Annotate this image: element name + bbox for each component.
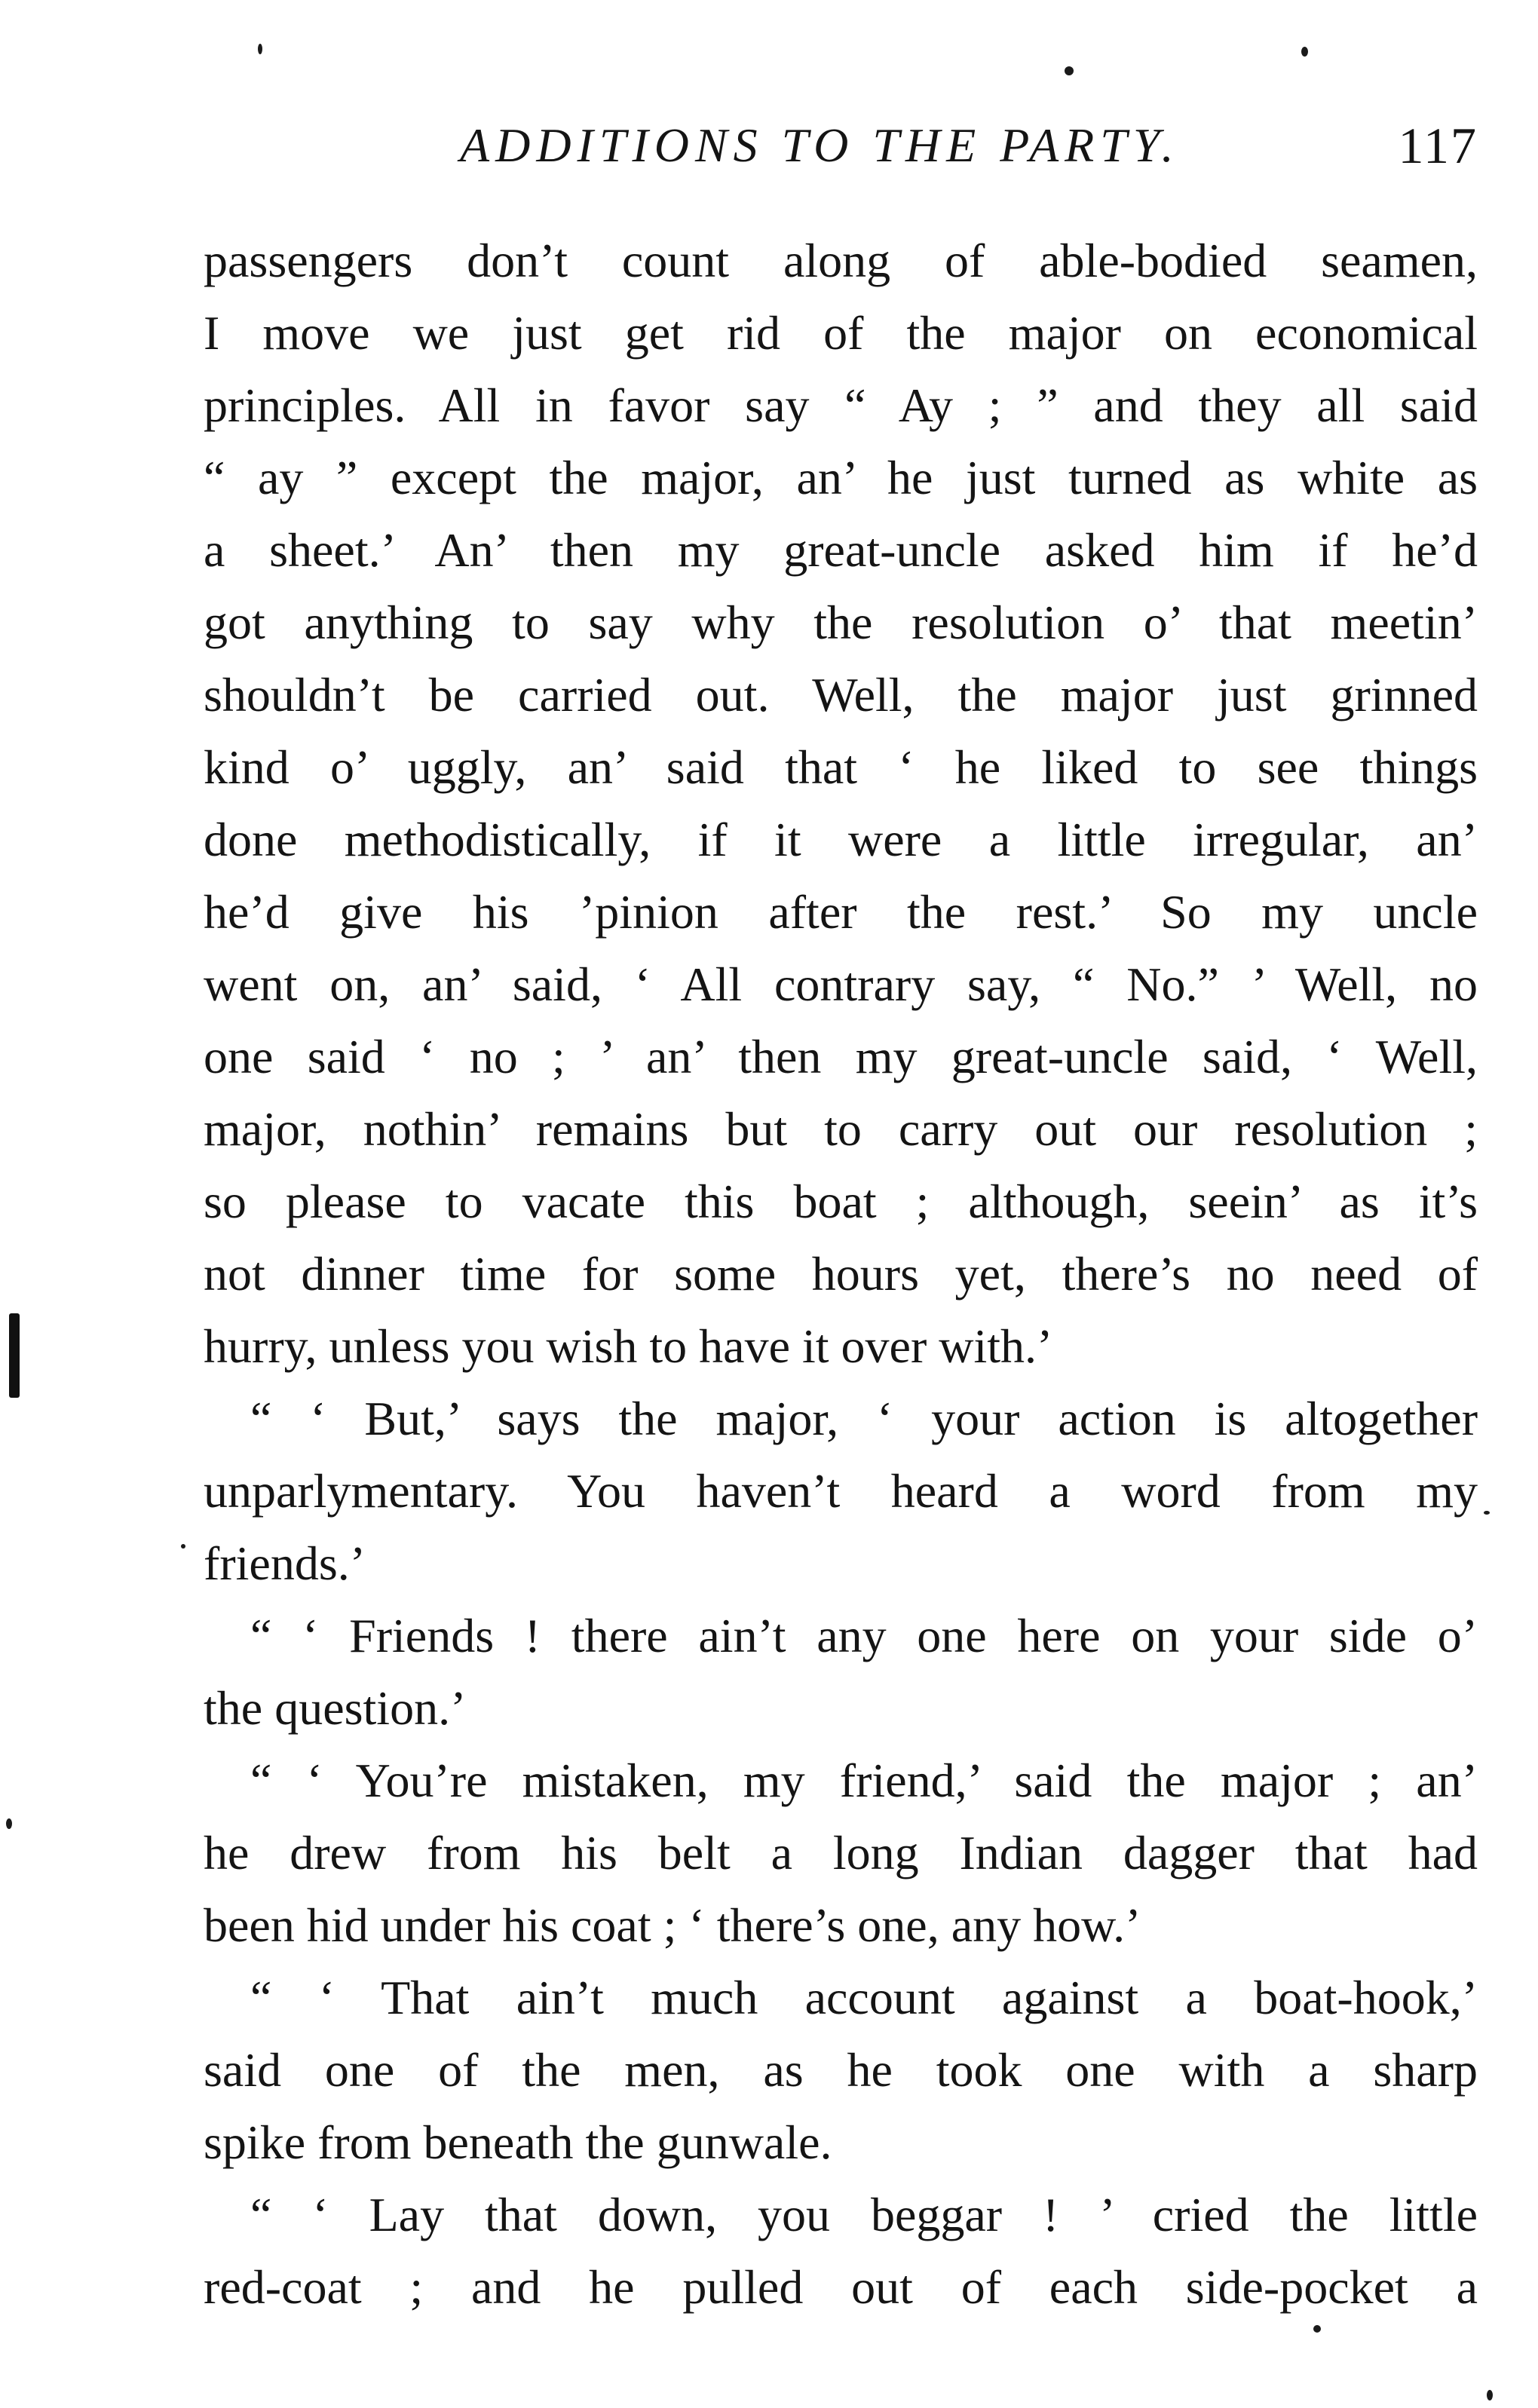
text-line: been hid under his coat ; ‘ there’s one, any how.’ [204, 1898, 1141, 1952]
text-line: “ ‘ Lay that down, you beggar ! ’ cried the little [250, 2188, 1478, 2241]
text-line: unparlymentary. You haven’t heard a word from my [204, 1464, 1478, 1518]
ink-speck [1313, 2325, 1321, 2333]
ink-speck [1484, 1511, 1490, 1515]
text-line: a sheet.’ An’ then my great-uncle asked him if he’d [204, 523, 1478, 577]
ink-speck [181, 1544, 185, 1549]
margin-mark [9, 1313, 20, 1398]
text-line: “ ‘ Friends ! there ain’t any one here on your side o’ [250, 1609, 1478, 1662]
text-line: I move we just get rid of the major on economical [204, 306, 1478, 360]
text-line: principles. All in favor say “ Ay ; ” and they all said [204, 378, 1478, 432]
text-line: friends.’ [204, 1536, 366, 1590]
ink-speck [1301, 47, 1308, 57]
text-line: not dinner time for some hours yet, there’s no need of [204, 1247, 1478, 1301]
text-line: red-coat ; and he pulled out of each side-pocket a [204, 2260, 1478, 2314]
text-line: passengers don’t count along of able-bodied seamen, [204, 234, 1478, 287]
text-line: got anything to say why the resolution o’ that meetin’ [204, 596, 1478, 649]
text-line: done methodistically, if it were a little irregular, an’ [204, 813, 1478, 866]
running-title: ADDITIONS TO THE PARTY. [460, 118, 1180, 172]
text-line: major, nothin’ remains but to carry out our resolution ; [204, 1102, 1478, 1156]
page-header [204, 112, 1478, 179]
body-text [204, 225, 1478, 2324]
text-line: he drew from his belt a long Indian dagger that had [204, 1826, 1478, 1880]
text-line: “ ‘ You’re mistaken, my friend,’ said the major ; an’ [250, 1754, 1478, 1807]
text-line: “ ay ” except the major, an’ he just turned as white as [204, 451, 1478, 504]
text-line: “ ‘ But,’ says the major, ‘ your action is altogether [250, 1392, 1478, 1445]
text-line: spike from beneath the gunwale. [204, 2115, 832, 2169]
text-line: hurry, unless you wish to have it over with.’ [204, 1319, 1053, 1373]
ink-speck [258, 44, 262, 54]
text-line: “ ‘ That ain’t much account against a boat-hook,’ [250, 1971, 1478, 2024]
page-number: 117 [1398, 117, 1478, 174]
text-line: kind o’ uggly, an’ said that ‘ he liked to see things [204, 740, 1478, 794]
text-line: he’d give his ’pinion after the rest.’ So my uncle [204, 885, 1478, 939]
ink-speck [6, 1818, 12, 1829]
text-line: said one of the men, as he took one with a sharp [204, 2043, 1478, 2097]
text-line: one said ‘ no ; ’ an’ then my great-uncle said, ‘ Well, [204, 1030, 1478, 1083]
ink-speck [1487, 2390, 1493, 2400]
text-line: went on, an’ said, ‘ All contrary say, “ No.” ’ Well, no [204, 957, 1478, 1011]
ink-speck [1065, 66, 1074, 75]
text-line: so please to vacate this boat ; although, seein’ as it’s [204, 1175, 1478, 1228]
text-line: the question.’ [204, 1681, 467, 1735]
text-line: shouldn’t be carried out. Well, the major just grinned [204, 668, 1478, 721]
